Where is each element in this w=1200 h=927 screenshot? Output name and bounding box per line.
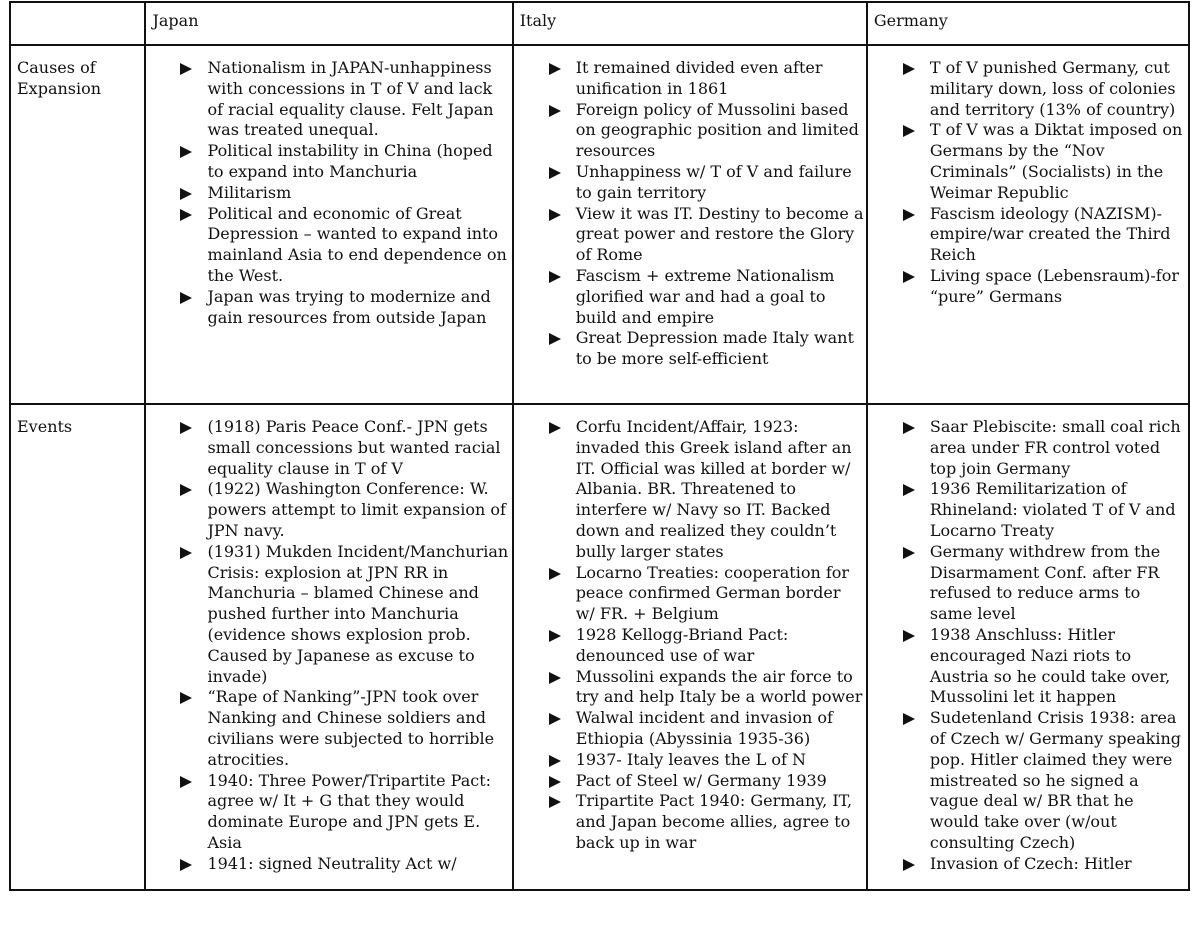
cell-events-italy [513, 404, 867, 890]
list-item [903, 58, 1186, 120]
list-item-text: It remained divided even after unification in 1861 [575, 58, 823, 98]
list-item-text: Corfu Incident/Affair, 1923: invaded this Greek island after an IT. Official was killed at border w/ Albania. BR. Threatened to interfere w/ Navy so IT. Backed down and realized they couldn’t bully larger states [575, 417, 852, 561]
list-item-text: Foreign policy of Mussolini based on geographic position and limited resources [575, 99, 859, 161]
header-germany: Germany [867, 2, 1189, 45]
triangle-bullet-icon [549, 271, 561, 283]
list-item [903, 120, 1186, 203]
triangle-bullet-icon [180, 859, 192, 871]
list-item [549, 162, 864, 204]
list-item [549, 791, 864, 853]
table-header-row [10, 2, 1189, 45]
triangle-bullet-icon [903, 271, 915, 283]
list-item-text: Political instability in China (hoped to expand into Manchuria [207, 141, 493, 181]
list-item [180, 141, 509, 183]
list-item [180, 287, 509, 329]
list-item [180, 479, 509, 541]
list-item [180, 58, 509, 141]
list-item-text: Fascism + extreme Nationalism glorified war and had a goal to build and empire [575, 265, 835, 327]
list-item-text: (1922) Washington Conference: W. powers attempt to limit expansion of JPN navy. [207, 479, 506, 540]
triangle-bullet-icon [549, 209, 561, 221]
list-item-text: Walwal incident and invasion of Ethiopia (Abyssinia 1935-36) [575, 708, 833, 748]
list-item-text: 1928 Kellogg-Briand Pact: denounced use of war [575, 624, 789, 665]
triangle-bullet-icon [180, 776, 192, 788]
cell-causes-japan [145, 45, 512, 404]
list-item [903, 708, 1186, 854]
list-item [549, 708, 864, 750]
triangle-bullet-icon [180, 692, 192, 704]
header-italy: Italy [513, 2, 867, 45]
triangle-bullet-icon [180, 292, 192, 304]
list-item [180, 183, 509, 204]
triangle-bullet-icon [549, 105, 561, 117]
cell-causes-germany [867, 45, 1189, 404]
triangle-bullet-icon [903, 422, 915, 434]
list-item [549, 625, 864, 667]
list-item-text: Unhappiness w/ T of V and failure to gain territory [575, 161, 852, 202]
list-item-text: Invasion of Czech: Hitler [929, 853, 1132, 873]
table-row-causes [10, 45, 1189, 404]
list-item-text: View it was IT. Destiny to become a great power and restore the Glory of Rome [575, 203, 864, 265]
list-item-text: Saar Plebiscite: small coal rich area under FR control voted top join Germany [929, 417, 1181, 478]
bullet-list [868, 405, 1188, 875]
triangle-bullet-icon [903, 547, 915, 559]
list-item-text: Nationalism in JAPAN-unhappiness with concessions in T of V and lack of racial equality clause. Felt Japan was treated unequal. [207, 58, 494, 140]
header-corner-cell [10, 2, 145, 45]
list-item [903, 266, 1186, 308]
history-comparison-table [9, 1, 1190, 891]
list-item [549, 750, 864, 771]
list-item [549, 204, 864, 266]
list-item-text: 1941: signed Neutrality Act w/ [207, 853, 457, 873]
triangle-bullet-icon [903, 630, 915, 642]
list-item [903, 542, 1186, 625]
triangle-bullet-icon [180, 188, 192, 200]
triangle-bullet-icon [903, 63, 915, 75]
list-item [549, 417, 864, 563]
header-japan: Japan [145, 2, 512, 45]
triangle-bullet-icon [903, 125, 915, 137]
list-item-text: Tripartite Pact 1940: Germany, IT, and Japan become allies, agree to back up in war [575, 791, 853, 852]
triangle-bullet-icon [180, 547, 192, 559]
triangle-bullet-icon [549, 796, 561, 808]
list-item-text: Fascism ideology (NAZISM)-empire/war created the Third Reich [929, 203, 1171, 265]
list-item [549, 328, 864, 370]
triangle-bullet-icon [903, 713, 915, 725]
triangle-bullet-icon [549, 672, 561, 684]
triangle-bullet-icon [903, 484, 915, 496]
bullet-list [868, 46, 1188, 308]
list-item-text: Japan was trying to modernize and gain resources from outside Japan [207, 286, 491, 327]
row-label-events: Events [10, 404, 145, 890]
cell-causes-italy [513, 45, 867, 404]
list-item [549, 58, 864, 100]
bullet-list [514, 405, 866, 854]
triangle-bullet-icon [549, 568, 561, 580]
bullet-list [146, 46, 511, 328]
list-item [549, 771, 864, 792]
bullet-list [146, 405, 511, 875]
triangle-bullet-icon [180, 146, 192, 158]
list-item-text: 1938 Anschluss: Hitler encouraged Nazi riots to Austria so he could take over, Mussolini let it happen [929, 624, 1171, 707]
list-item-text: “Rape of Nanking”-JPN took over Nanking and Chinese soldiers and civilians were subjected to horrible atrocities. [207, 687, 495, 769]
list-item-text: Political and economic of Great Depression – wanted to expand into mainland Asia to end dependence on the West. [207, 203, 507, 285]
triangle-bullet-icon [180, 209, 192, 221]
list-item-text: 1937- Italy leaves the L of N [575, 749, 806, 769]
list-item-text: T of V was a Diktat imposed on Germans by the “Nov Criminals” (Socialists) in the Weimar Republic [929, 120, 1183, 202]
cell-events-japan [145, 404, 512, 890]
triangle-bullet-icon [549, 713, 561, 725]
list-item-text: (1918) Paris Peace Conf.- JPN gets small concessions but wanted racial equality clause in T of V [207, 417, 501, 478]
list-item-text: (1931) Mukden Incident/Manchurian Crisis: explosion at JPN RR in Manchuria – blamed Chinese and pushed further into Manchuria (evidence shows explosion prob. Caused by Japanese as excuse to invade) [207, 541, 509, 686]
list-item [549, 100, 864, 162]
list-item-text: Militarism [207, 182, 292, 202]
list-item-text: 1940: Three Power/Tripartite Pact: agree w/ It + G that they would dominate Europe and JPN gets E. Asia [207, 770, 492, 852]
triangle-bullet-icon [549, 755, 561, 767]
list-item-text: T of V punished Germany, cut military down, loss of colonies and territory (13% of country) [929, 58, 1176, 119]
list-item-text: Great Depression made Italy want to be more self-efficient [575, 328, 854, 369]
list-item-text: 1936 Remilitarization of Rhineland: violated T of V and Locarno Treaty [929, 479, 1176, 540]
list-item-text: Living space (Lebensraum)-for “pure” Germans [929, 265, 1179, 306]
triangle-bullet-icon [549, 776, 561, 788]
list-item [903, 417, 1186, 479]
triangle-bullet-icon [549, 422, 561, 434]
list-item [549, 266, 864, 328]
list-item [180, 687, 509, 770]
list-item [180, 542, 509, 688]
list-item-text: Sudetenland Crisis 1938: area of Czech w/ Germany speaking pop. Hitler claimed they were mistreated so he signed a vague deal w/ BR that he would take over (w/out consulting Czech) [929, 708, 1182, 852]
list-item [903, 854, 1186, 875]
triangle-bullet-icon [903, 209, 915, 221]
list-item [549, 667, 864, 709]
list-item-text: Germany withdrew from the Disarmament Conf. after FR refused to reduce arms to same level [929, 541, 1161, 624]
row-label-causes: Causes of Expansion [10, 45, 145, 404]
triangle-bullet-icon [549, 167, 561, 179]
triangle-bullet-icon [903, 859, 915, 871]
triangle-bullet-icon [180, 422, 192, 434]
list-item [180, 417, 509, 479]
list-item [903, 204, 1186, 266]
triangle-bullet-icon [549, 333, 561, 345]
list-item [903, 479, 1186, 541]
triangle-bullet-icon [180, 63, 192, 75]
list-item-text: Locarno Treaties: cooperation for peace confirmed German border w/ FR. + Belgium [575, 562, 850, 624]
list-item [180, 854, 509, 875]
triangle-bullet-icon [549, 63, 561, 75]
triangle-bullet-icon [180, 484, 192, 496]
list-item-text: Pact of Steel w/ Germany 1939 [575, 770, 827, 790]
list-item [180, 204, 509, 287]
list-item-text: Mussolini expands the air force to try and help Italy be a world power [575, 666, 863, 707]
cell-events-germany [867, 404, 1189, 890]
table-row-events [10, 404, 1189, 890]
list-item [180, 771, 509, 854]
triangle-bullet-icon [549, 630, 561, 642]
list-item [549, 563, 864, 625]
list-item [903, 625, 1186, 708]
bullet-list [514, 46, 866, 370]
